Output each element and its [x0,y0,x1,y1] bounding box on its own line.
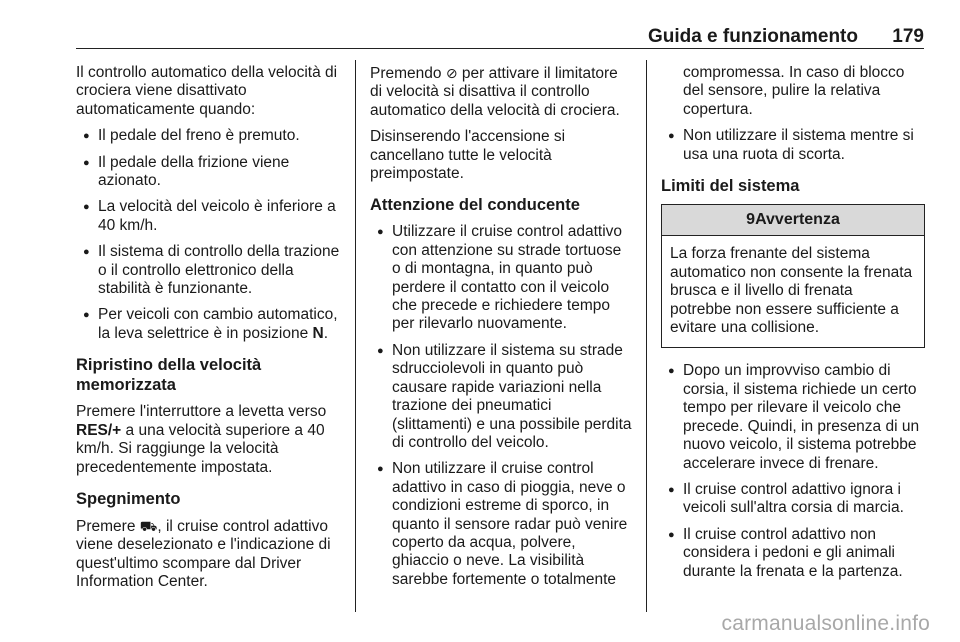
list-item: ● Dopo un improvviso cambio di corsia, il sistema richiede un certo tempo per rilevare il veicolo che precede. Quindi, in presenza di un nuovo veicolo, il sistema potrebbe accelerare invece di frenare. [661,362,925,472]
text: a una velocità superiore a 40 km/h. Si raggiunge la velocità precedentemente impostata. [76,421,325,476]
limiter-paragraph [370,64,632,120]
warning-text: La forza frenante del sistema automatico non consente la frenata brusca e il livello di frenata potrebbe non essere sufficiente a evitare una collisione. [670,245,913,337]
list-item: ● La velocità del veicolo è inferiore a 40 km/h. [76,198,344,235]
warning-header [662,205,924,236]
text: Premere l'interruttore a levetta verso [76,403,327,421]
text: Per veicoli con cambio automatico, la leva selettrice è in posizione [98,306,338,342]
heading-system-limits: Limiti del sistema [661,177,800,196]
limits-list [661,362,925,580]
list-item: ● Il sistema di controllo della trazione o il controllo elettronico della stabilità è funzionante. [76,243,344,298]
speed-limiter-icon: ⊘ [445,65,458,81]
off-paragraph [76,517,344,592]
text: Premendo [370,65,442,82]
section-title: Guida e funzionamento [647,26,858,47]
spare-wheel-list [661,127,925,164]
text: per attivare il limitatore di velocità si disattiva il controllo automatico della velocità di crociera. [370,65,620,119]
column-2 [370,64,632,597]
warning-box [661,204,925,348]
heading-switch-off: Spegnimento [76,489,181,508]
watermark: carmanualsonline.info [721,612,930,635]
continuation-text: compromessa. In caso di blocco del sensore, pulire la relativa copertura. [683,64,905,118]
page-number: 179 [892,26,924,47]
list-item: ● Non utilizzare il sistema mentre si usa una ruota di scorta. [661,127,925,164]
heading-restore-speed: Ripristino della velocità memorizzata [76,356,262,395]
intro-paragraph: Il controllo automatico della velocità di crociera viene disattivato automaticamente quando: [76,64,338,118]
list-item: ● Il cruise control adattivo ignora i veicoli sull'altra corsia di marcia. [661,481,925,518]
attention-list [370,223,632,589]
warning-title: Avvertenza [755,211,840,229]
text: , il cruise control adattivo viene deselezionato e l'indicazione di quest'ultimo scompare dal Driver Information Center. [76,517,331,591]
list-item: ● Non utilizzare il cruise control adattivo in caso di pioggia, neve o condizioni estreme di sporco, in quanto il sensore radar può venire coperto da acqua, polvere, ghiaccio o neve. La visibilità sarebbe fortemente o totalmente [370,460,632,589]
text: Premere [76,517,136,535]
res-button-label: RES/+ [76,421,122,439]
column-3 [661,64,925,589]
page-header [76,26,924,49]
warning-icon: 9 [746,211,756,229]
column-divider [646,60,647,612]
column-divider [355,60,356,612]
heading-driver-attention: Attenzione del conducente [370,196,580,215]
ignition-paragraph: Disinserendo l'accensione si cancellano tutte le velocità preimpostate. [370,128,566,183]
list-item: ● Il pedale della frizione viene azionato. [76,154,344,191]
cruise-control-icon: ⛟ [139,517,158,534]
list-item: ● Il pedale del freno è premuto. [76,127,344,145]
list-item [76,306,344,343]
deactivation-list [76,127,344,343]
list-item: ● Il cruise control adattivo non considera i pedoni e gli animali durante la frenata e la partenza. [661,526,925,581]
list-item: ● Non utilizzare il sistema su strade sdrucciolevoli in quanto può causare rapide variazioni nella trazione dei pneumatici (slittamenti) e una possibile perdita di controllo del veicolo. [370,342,632,452]
restore-paragraph [76,403,344,477]
column-1 [76,64,344,600]
list-item: ● Utilizzare il cruise control adattivo con attenzione su strade tortuose o di montagna, in quanto può perdere il contatto con il veicolo che precede e richiedere tempo per rilevarlo nuovamente. [370,223,632,333]
gear-position: N [312,324,324,342]
text: . [323,324,329,342]
